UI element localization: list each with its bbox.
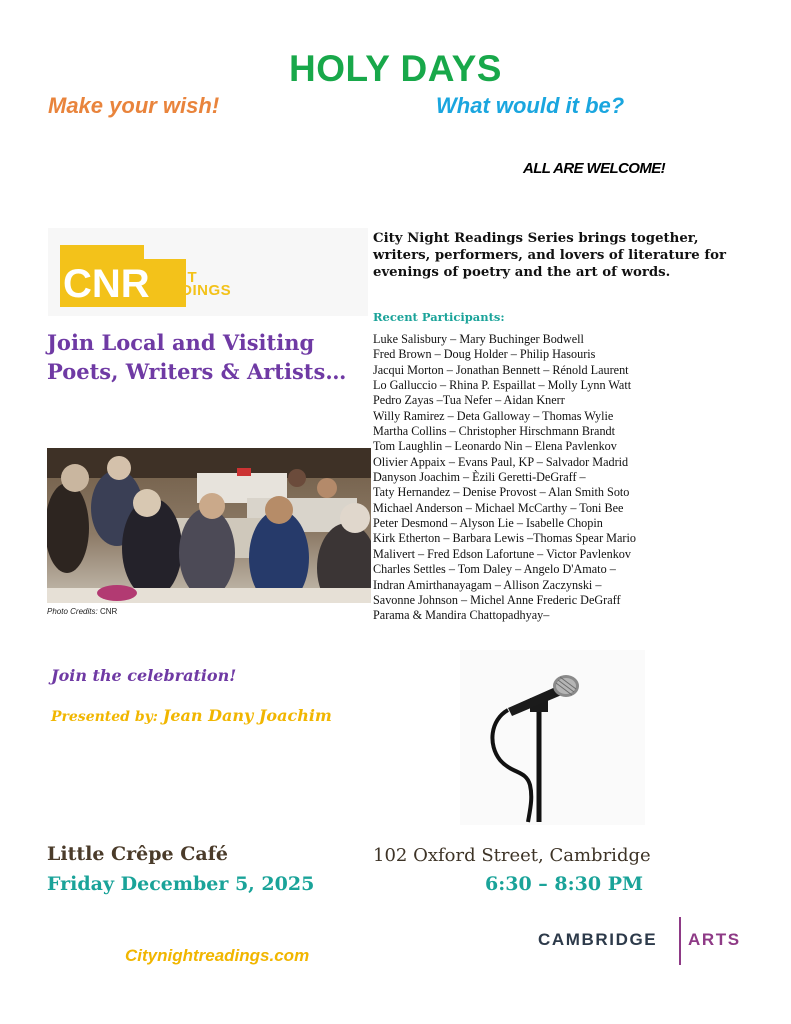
join-heading	[47, 328, 377, 386]
tagline-wish: Make your wish!	[48, 93, 220, 118]
audience-photo	[47, 448, 371, 603]
participant-line: Michael Anderson – Michael McCarthy – Toni Bee	[373, 500, 624, 515]
participant-line: Taty Hernandez – Denise Provost – Alan Smith Soto	[373, 485, 630, 500]
welcome-banner: ALL ARE WELCOME!	[523, 160, 666, 177]
recent-participants-heading: Recent Participants:	[373, 310, 505, 324]
participants-list	[373, 332, 753, 624]
presented-by	[51, 706, 332, 725]
join-heading-line2: Poets, Writers & Artists…	[47, 359, 347, 384]
cnr-logo-letters: CNR	[63, 262, 150, 306]
participant-line: Indran Amirthanayagam – Allison Zaczynski –	[373, 577, 602, 592]
photo-credit-value: CNR	[99, 607, 118, 616]
photo-credit	[47, 607, 117, 616]
participant-line: Charles Settles – Tom Daley – Angelo D'Amato –	[373, 562, 616, 577]
participant-line: Olivier Appaix – Evans Paul, KP – Salvador Madrid	[373, 454, 629, 469]
participant-line: Willy Ramirez – Deta Galloway – Thomas Wylie	[373, 408, 614, 423]
event-date: Friday December 5, 2025	[47, 873, 315, 895]
logo-line-readings: READINGS	[148, 282, 232, 299]
participant-line: Parama & Mandira Chattopadhyay–	[373, 608, 550, 623]
participant-line: Savonne Johnson – Michel Anne Frederic DeGraff	[373, 592, 621, 607]
event-time: 6:30 – 8:30 PM	[485, 873, 644, 895]
cambridge-arts-logo	[536, 915, 746, 965]
participant-line: Kirk Etherton – Barbara Lewis –Thomas Spear Mario	[373, 531, 636, 546]
participant-line: Peter Desmond – Alyson Lie – Isabelle Chopin	[373, 516, 603, 531]
celebration-text: Join the celebration!	[51, 666, 237, 685]
cnr-logo	[48, 228, 368, 316]
microphone-image	[460, 650, 645, 825]
cnr-logo-wordmark	[148, 258, 231, 297]
sponsor-word-arts: ARTS	[688, 930, 741, 949]
participant-line: Fred Brown – Doug Holder – Philip Hasouris	[373, 347, 596, 362]
participant-line: Malivert – Fred Edson Lafortune – Victor Pavlenkov	[373, 546, 631, 561]
sponsor-word-cambridge: CAMBRIDGE	[538, 930, 658, 949]
logo-line-city: CITY	[148, 256, 185, 273]
venue-name: Little Crêpe Café	[47, 843, 228, 865]
tagline-question: What would it be?	[436, 93, 625, 118]
logo-line-night: NIGHT	[148, 269, 198, 286]
website-link[interactable]: Citynightreadings.com	[125, 946, 310, 965]
page-title: HOLY DAYS	[289, 48, 502, 89]
participant-line: Danyson Joachim – Èzili Geretti-DeGraff –	[373, 470, 586, 485]
participant-line: Luke Salisbury – Mary Buchinger Bodwell	[373, 332, 584, 346]
join-heading-line1: Join Local and Visiting	[47, 330, 315, 355]
sponsor-divider	[679, 917, 681, 965]
venue-address: 102 Oxford Street, Cambridge	[373, 845, 651, 866]
presenter-name: Jean Dany Joachim	[162, 706, 332, 725]
participant-line: Jacqui Morton – Jonathan Bennett – Rénold Laurent	[373, 362, 629, 377]
presented-by-label: Presented by:	[51, 709, 158, 725]
participant-line: Lo Galluccio – Rhina P. Espaillat – Molly Lynn Watt	[373, 378, 632, 393]
series-description: City Night Readings Series brings together, writers, performers, and lovers of literature for evenings of poetry and the art of words.	[373, 231, 726, 280]
participant-line: Pedro Zayas –Tua Nefer – Aidan Knerr	[373, 393, 565, 408]
participant-line: Martha Collins – Christopher Hirschmann Brandt	[373, 424, 616, 439]
photo-credit-label: Photo Credits:	[47, 607, 98, 616]
participant-line: Tom Laughlin – Leonardo Nin – Elena Pavlenkov	[373, 439, 617, 454]
